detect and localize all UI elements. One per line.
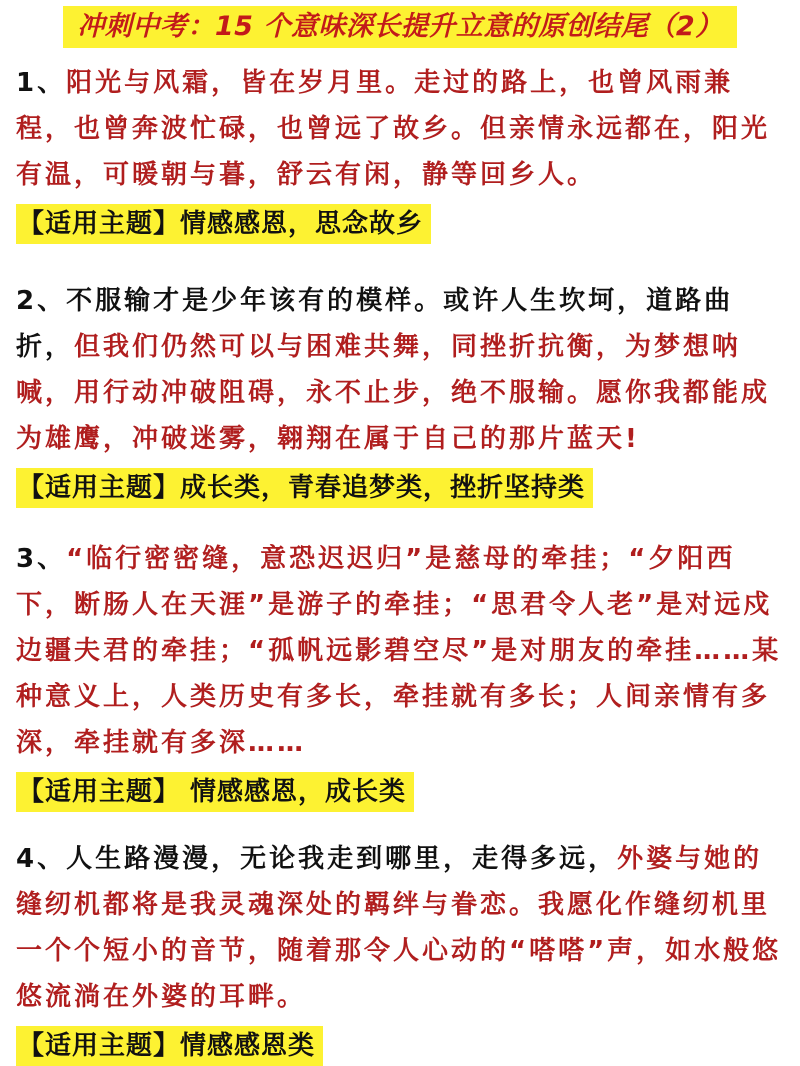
- theme-tag: 【适用主题】成长类，青春追梦类，挫折坚持类: [16, 468, 593, 508]
- page-title: 冲刺中考：15 个意味深长提升立意的原创结尾（2）: [63, 6, 736, 48]
- theme-tag: 【适用主题】 情感感恩，成长类: [16, 772, 414, 812]
- ending-text: [16, 836, 788, 1020]
- item-number: 2、: [16, 286, 67, 316]
- theme-tag: 【适用主题】情感感恩，思念故乡: [16, 204, 431, 244]
- item-body: 但我们仍然可以与困难共舞，同挫折抗衡，为梦想呐喊，用行动冲破阻碍，永不止步，绝不服输。愿你我都能成为雄鹰，冲破迷雾，翱翔在属于自己的那片蓝天!: [16, 332, 771, 454]
- ending-item-1: [16, 60, 788, 244]
- ending-item-2: [16, 278, 788, 508]
- theme-tag: 【适用主题】情感感恩类: [16, 1026, 323, 1066]
- ending-item-3: [16, 536, 788, 812]
- ending-text: [16, 278, 788, 462]
- ending-text: [16, 60, 788, 198]
- item-body: 阳光与风霜，皆在岁月里。走过的路上，也曾风雨兼程，也曾奔波忙碌，也曾远了故乡。但亲情永远都在，阳光有温，可暖朝与暮，舒云有闲，静等回乡人。: [16, 68, 771, 190]
- item-lead: 不服输才是少年该有的模样。或许人生坎坷，道路曲折，: [16, 286, 734, 362]
- item-number: 4、: [16, 844, 67, 874]
- item-number: 3、: [16, 544, 67, 574]
- item-lead: 人生路漫漫，无论我走到哪里，走得多远，: [66, 844, 618, 874]
- item-body: 外婆与她的缝纫机都将是我灵魂深处的羁绊与眷恋。我愿化作缝纫机里一个个短小的音节，随着那令人心动的“嗒嗒”声，如水般悠悠流淌在外婆的耳畔。: [16, 844, 782, 1012]
- ending-item-4: [16, 836, 788, 1066]
- item-number: 1、: [16, 68, 67, 98]
- ending-text: [16, 536, 788, 766]
- header: [0, 0, 800, 54]
- item-body: “临行密密缝，意恐迟迟归”是慈母的牵挂；“夕阳西下，断肠人在天涯”是游子的牵挂；“思君令人老”是对远戍边疆夫君的牵挂；“孤帆远影碧空尽”是对朋友的牵挂……某种意义上，人类历史有多长，牵挂就有多长；人间亲情有多深，牵挂就有多深……: [16, 544, 782, 758]
